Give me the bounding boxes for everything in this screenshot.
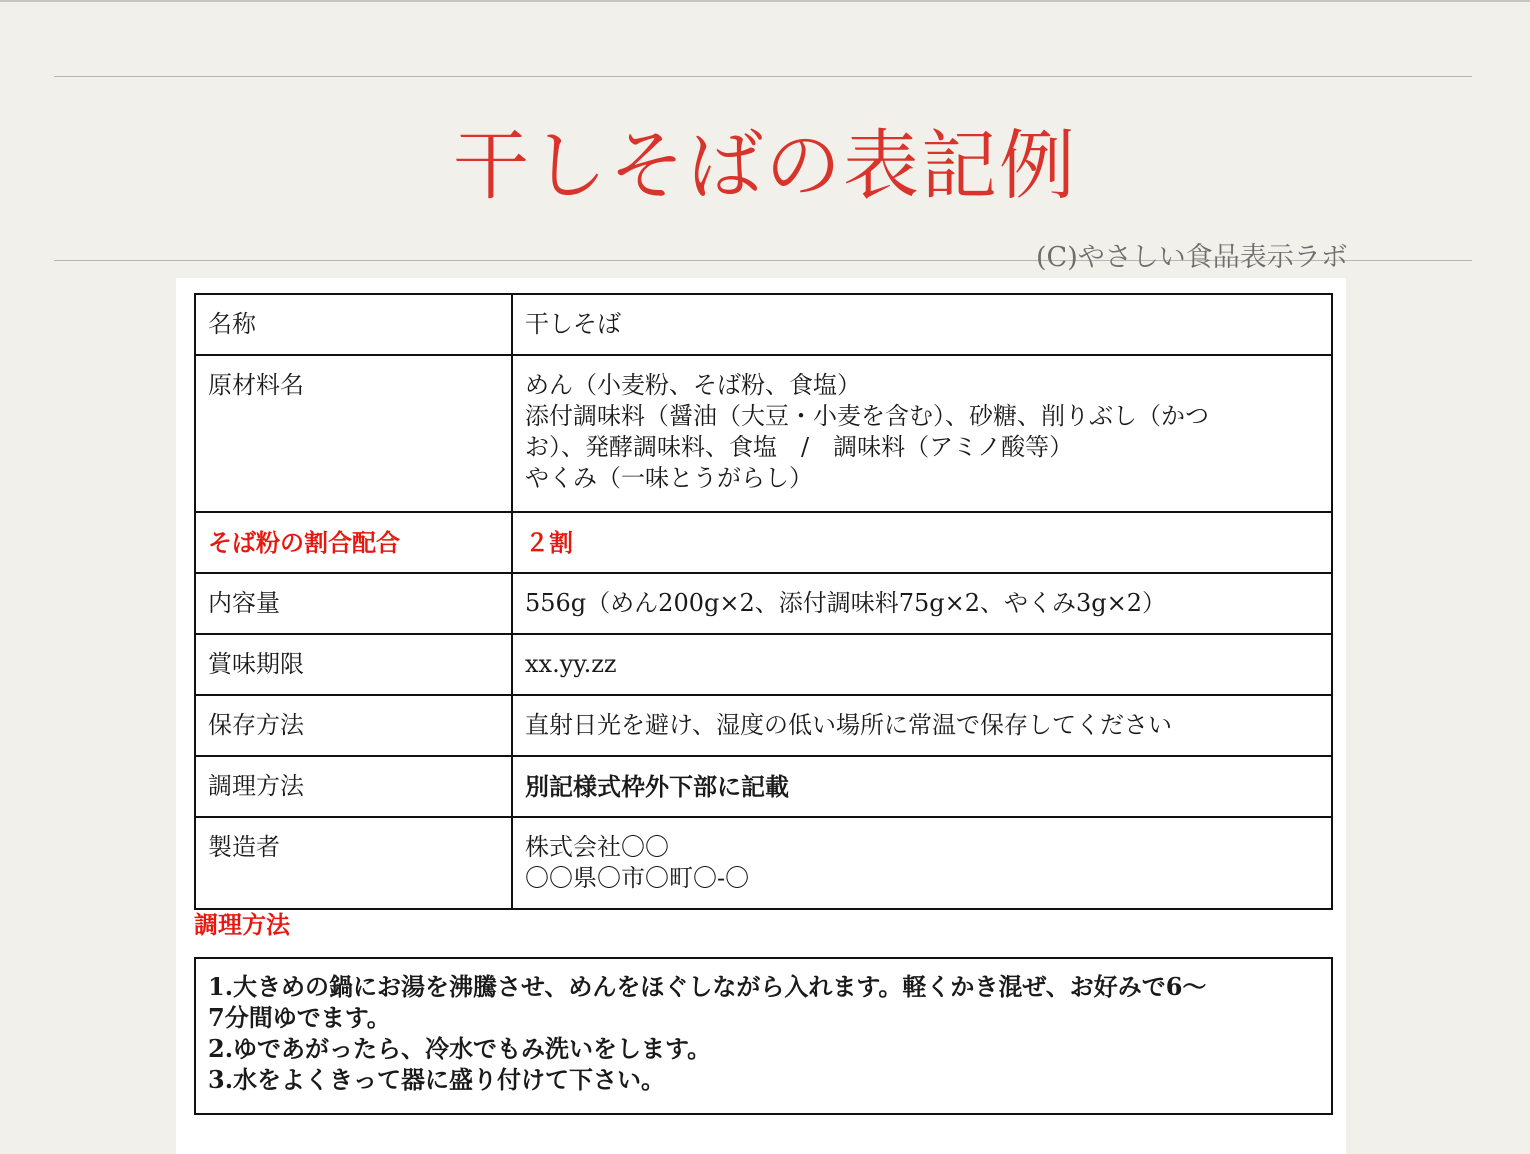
- table-row: [195, 355, 1332, 512]
- method-line: 3.水をよくきって器に盛り付けて下さい。: [208, 1065, 666, 1094]
- row-key: 調理方法: [195, 756, 512, 817]
- top-divider: [54, 76, 1472, 77]
- value-line: 〇〇県〇市〇町〇-〇: [525, 864, 750, 892]
- value-line: お）、発酵調味料、食塩 / 調味料（アミノ酸等）: [525, 433, 1074, 461]
- row-value: [512, 294, 1332, 355]
- row-key: 保存方法: [195, 695, 512, 756]
- value-line: めん（小麦粉、そば粉、食塩）: [525, 371, 861, 399]
- food-label-table: [194, 293, 1333, 910]
- value-line: xx.yy.zz: [525, 650, 617, 678]
- table-row: [195, 634, 1332, 695]
- table-row: [195, 817, 1332, 909]
- table-row: [195, 573, 1332, 634]
- row-key: 製造者: [195, 817, 512, 909]
- slide-title: 干しそばの表記例: [453, 121, 1077, 210]
- table-row: [195, 512, 1332, 573]
- row-key: 内容量: [195, 573, 512, 634]
- value-line: 556g（めん200g×2、添付調味料75g×2、やくみ3g×2）: [525, 589, 1167, 617]
- cooking-method-heading: 調理方法: [194, 910, 290, 939]
- row-value: [512, 634, 1332, 695]
- value-line: 添付調味料（醤油（大豆・小麦を含む）、砂糖、削りぶし（かつ: [525, 402, 1209, 430]
- value-line: 別記様式枠外下部に記載: [525, 772, 789, 801]
- row-value: [512, 817, 1332, 909]
- value-line: 株式会社〇〇: [525, 833, 669, 861]
- row-value: [512, 355, 1332, 512]
- value-line: ２割: [525, 528, 573, 557]
- cooking-method-box: [194, 957, 1333, 1115]
- row-value: [512, 756, 1332, 817]
- value-line: やくみ（一味とうがらし）: [525, 464, 813, 492]
- table-row: [195, 756, 1332, 817]
- copyright-credit: (C)やさしい食品表示ラボ: [1036, 242, 1348, 273]
- row-key: 賞味期限: [195, 634, 512, 695]
- row-value: [512, 573, 1332, 634]
- method-line: 2.ゆであがったら、冷水でもみ洗いをします。: [208, 1034, 712, 1063]
- table-row: [195, 294, 1332, 355]
- method-line: 1.大きめの鍋にお湯を沸騰させ、めんをほぐしながら入れます。軽くかき混ぜ、お好みで6〜: [208, 972, 1207, 1001]
- row-key: 原材料名: [195, 355, 512, 512]
- table-row: [195, 695, 1332, 756]
- value-line: 直射日光を避け、湿度の低い場所に常温で保存してください: [525, 711, 1173, 739]
- method-line: 7分間ゆでます。: [208, 1003, 391, 1032]
- value-line: 干しそば: [525, 310, 621, 338]
- row-key: そば粉の割合配合: [195, 512, 512, 573]
- row-key: 名称: [195, 294, 512, 355]
- slide-top-edge: [0, 0, 1530, 2]
- row-value: [512, 695, 1332, 756]
- row-value: [512, 512, 1332, 573]
